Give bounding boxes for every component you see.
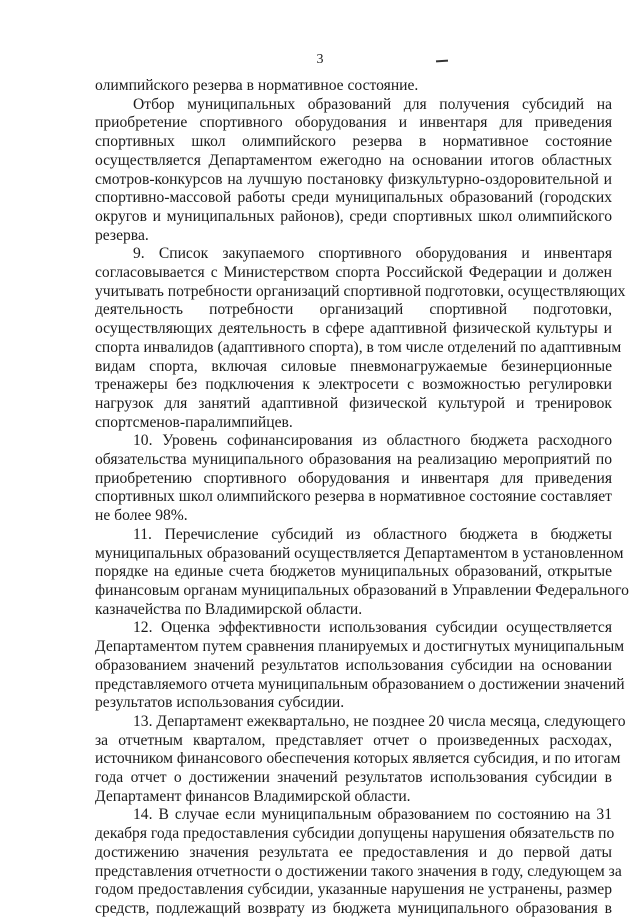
text-line: за отчетным кварталом, представляет отчет о произведенных расходах,: [95, 731, 612, 749]
text-line: года отчет о достижении значений результатов использования субсидии в: [95, 769, 612, 787]
text-line: 13. Департамент ежеквартально, не позднее 20 числа месяца, следующего: [133, 712, 626, 730]
text-line: деятельность потребности организаций спортивной подготовки,: [95, 301, 612, 319]
text-line: смотров-конкурсов на лучшую постановку физкультурно-оздоровительной и: [95, 170, 612, 188]
text-line: порядке на единые счета бюджетов муниципальных образований, открытые: [95, 563, 612, 581]
text-line: Департаментом путем сравнения планируемых и достигнутых муниципальным: [95, 638, 625, 656]
text-line: образованием значений результатов использования субсидии на основании: [95, 656, 612, 674]
text-line: достижению значения результата ее предоставления и до первой даты: [95, 843, 612, 861]
text-line: согласовывается с Министерством спорта Российской Федерации и должен: [95, 264, 612, 282]
text-line: представления отчетности о достижении такого значения в году, следующем за: [95, 862, 622, 880]
text-line: олимпийского резерва в нормативное состояние.: [95, 77, 419, 94]
text-line: округов и муниципальных районов), среди спортивных школ олимпийского: [95, 207, 612, 225]
text-line: видам спорта, включая силовые пневмонагружаемые безинерционные: [95, 357, 612, 375]
text-line: не более 98%.: [95, 507, 188, 525]
text-line: осуществляющих деятельность в сфере адаптивной физической культуры и: [95, 320, 612, 338]
text-line: резерва.: [95, 226, 149, 244]
text-line: 11. Перечисление субсидий из областного бюджета в бюджеты: [133, 525, 612, 543]
text-line: спортивно-массовой работы среди муниципальных образований (городских: [95, 189, 612, 207]
text-line: муниципальных образований осуществляется Департаментом в установленном: [95, 544, 624, 562]
text-line: приобретению спортивного оборудования и инвентаря для приведения: [95, 469, 612, 487]
text-line: казначейства по Владимирской области.: [95, 600, 363, 618]
text-line: спортивных школ олимпийского резерва в нормативное состояние: [95, 133, 612, 151]
text-line: годом предоставления субсидии, указанные нарушения не устранены, размер: [95, 881, 612, 899]
document-body: [95, 77, 629, 919]
text-line: осуществляется Департаментом ежегодно на основании итогов областных: [95, 151, 612, 169]
text-line: результатов использования субсидии.: [95, 694, 345, 712]
text-line: учитывать потребности организаций спортивной подготовки, осуществляющих: [95, 282, 626, 300]
text-line: 10. Уровень софинансирования из областного бюджета расходного: [133, 432, 612, 450]
text-line: нагрузок для занятий адаптивной физической культурой и тренировок: [95, 394, 612, 412]
text-line: Отбор муниципальных образований для получения субсидий на: [133, 95, 612, 113]
text-line: 14. В случае если муниципальным образованием по состоянию на 31: [133, 806, 612, 824]
text-line: источником финансового обеспечения которых является субсидия, и по итогам: [95, 750, 621, 768]
text-line: декабря года предоставления субсидии допущены нарушения обязательств по: [95, 825, 615, 843]
text-line: тренажеры без подключения к электросети с возможностью регулировки: [95, 376, 612, 394]
text-line: спортивных школ олимпийского резерва в нормативное состояние составляет: [95, 488, 612, 506]
text-line: Департамент финансов Владимирской области.: [95, 787, 411, 805]
text-line: приобретение спортивного оборудования и инвентаря для приведения: [95, 114, 612, 132]
page-number: 3: [316, 52, 324, 67]
text-line: 9. Список закупаемого спортивного оборудования и инвентаря: [133, 245, 612, 263]
text-line: 12. Оценка эффективности использования субсидии осуществляется: [133, 619, 612, 637]
text-line: средств, подлежащий возврату из бюджета муниципального образования в: [95, 899, 612, 917]
text-line: спорта инвалидов (адаптивного спорта), в том числе отделений по адаптивным: [95, 338, 622, 356]
text-line: финансовым органам муниципальных образований в Управлении Федерального: [95, 581, 629, 599]
text-line: обязательства муниципального образования на реализацию мероприятий по: [95, 451, 612, 469]
text-line: представляемого отчета муниципальным образованием о достижении значений: [95, 675, 625, 693]
text-line: спортсменов-паралимпийцев.: [95, 413, 293, 431]
